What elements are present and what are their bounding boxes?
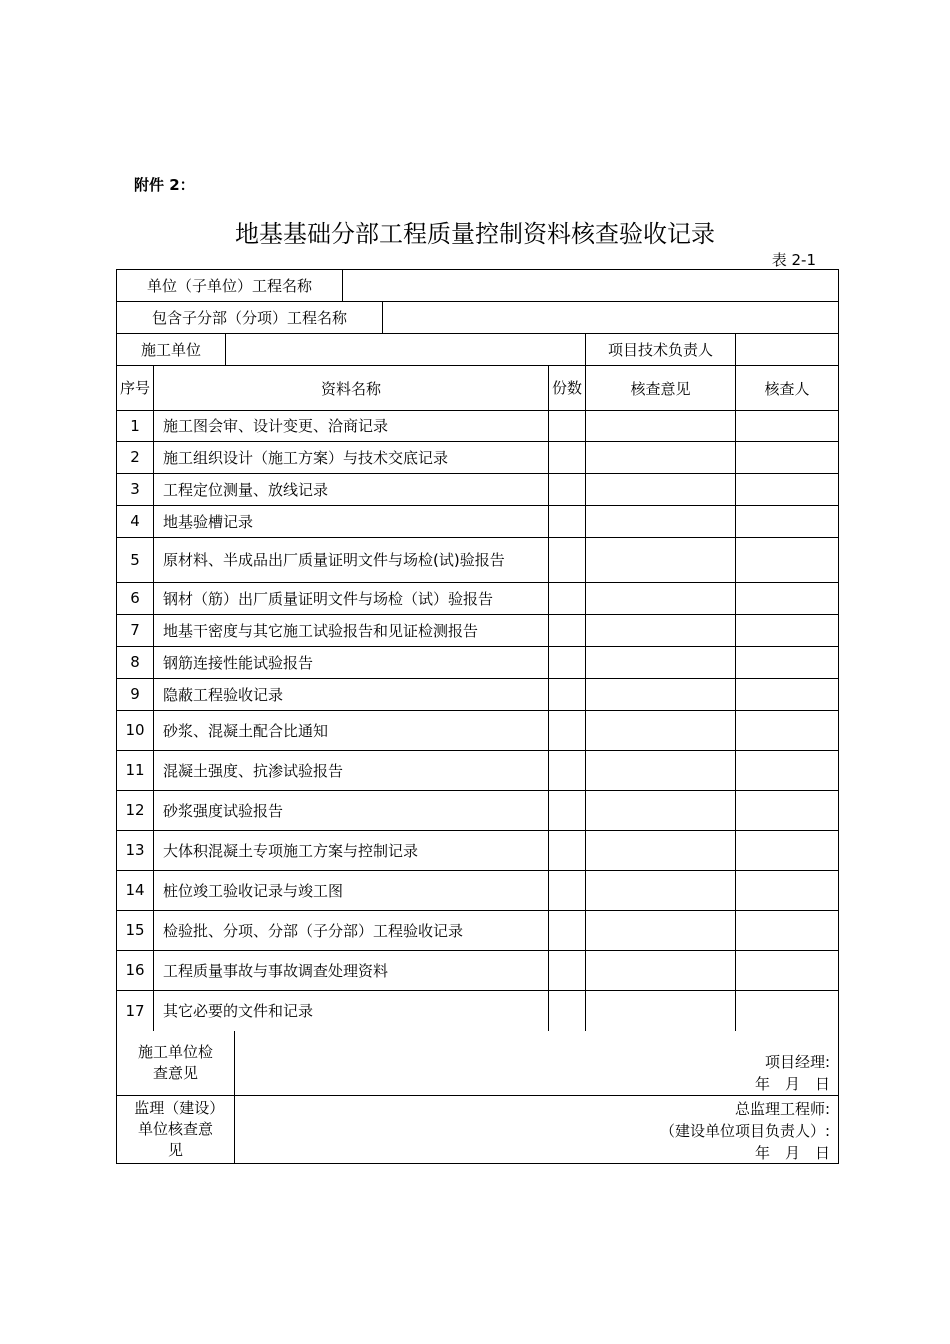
row-number: 9 <box>117 679 154 710</box>
row-number: 7 <box>117 615 154 646</box>
table-row <box>117 871 838 911</box>
table-row <box>117 791 838 831</box>
supervision-opinion-label: 监理（建设）单位核查意见 <box>117 1096 235 1163</box>
table-row <box>117 679 838 711</box>
row-document-name: 其它必要的文件和记录 <box>154 991 549 1031</box>
col-checker: 核查人 <box>764 379 810 398</box>
column-header-row <box>117 366 838 411</box>
row-document-name: 地基验槽记录 <box>154 506 549 537</box>
row-opinion[interactable] <box>586 679 736 710</box>
row-checker[interactable] <box>736 679 838 710</box>
row-document-name: 工程定位测量、放线记录 <box>154 474 549 505</box>
row-copies[interactable] <box>549 506 586 537</box>
pm-label: 项目经理: <box>764 1053 830 1071</box>
row-document-name: 原材料、半成品出厂质量证明文件与场检(试)验报告 <box>154 538 549 582</box>
table-row <box>117 751 838 791</box>
col-seq: 序号 <box>117 366 154 410</box>
row-document-name: 桩位竣工验收记录与竣工图 <box>154 871 549 910</box>
inspection-table <box>116 269 839 1164</box>
row-number: 11 <box>117 751 154 790</box>
row-checker[interactable] <box>736 711 838 750</box>
row-number: 13 <box>117 831 154 870</box>
row-document-name: 检验批、分项、分部（子分部）工程验收记录 <box>154 911 549 950</box>
row-copies[interactable] <box>549 991 586 1031</box>
row-document-name: 施工图会审、设计变更、洽商记录 <box>154 411 549 441</box>
row-opinion[interactable] <box>586 442 736 473</box>
row-checker[interactable] <box>736 751 838 790</box>
table-row <box>117 911 838 951</box>
row-document-name: 砂浆、混凝土配合比通知 <box>154 711 549 750</box>
row-checker[interactable] <box>736 442 838 473</box>
construction-label: 施工单位 <box>117 334 226 365</box>
row-checker[interactable] <box>736 538 838 582</box>
row-copies[interactable] <box>549 711 586 750</box>
row-opinion[interactable] <box>586 791 736 830</box>
row-copies[interactable] <box>549 538 586 582</box>
date-1: 年 月 日 <box>754 1075 830 1093</box>
row-number: 15 <box>117 911 154 950</box>
row-number: 1 <box>117 411 154 441</box>
row-checker[interactable] <box>736 791 838 830</box>
table-row <box>117 951 838 991</box>
row-checker[interactable] <box>736 951 838 990</box>
page-title: 地基基础分部工程质量控制资料核查验收记录 <box>235 220 715 248</box>
row-opinion[interactable] <box>586 711 736 750</box>
table-row <box>117 711 838 751</box>
row-copies[interactable] <box>549 951 586 990</box>
row-checker[interactable] <box>736 911 838 950</box>
row-copies[interactable] <box>549 583 586 614</box>
table-number: 表 2-1 <box>771 251 816 269</box>
row-opinion[interactable] <box>586 583 736 614</box>
row-document-name: 施工组织设计（施工方案）与技术交底记录 <box>154 442 549 473</box>
row-document-name: 隐蔽工程验收记录 <box>154 679 549 710</box>
row-number: 6 <box>117 583 154 614</box>
row-opinion[interactable] <box>586 538 736 582</box>
row-number: 14 <box>117 871 154 910</box>
row-opinion[interactable] <box>586 615 736 646</box>
row-number: 10 <box>117 711 154 750</box>
row-checker[interactable] <box>736 831 838 870</box>
row-copies[interactable] <box>549 442 586 473</box>
row-copies[interactable] <box>549 647 586 678</box>
row-checker[interactable] <box>736 474 838 505</box>
row-copies[interactable] <box>549 751 586 790</box>
row-copies[interactable] <box>549 911 586 950</box>
row-number: 17 <box>117 991 154 1031</box>
table-row <box>117 647 838 679</box>
owner-lead-label: （建设单位项目负责人）: <box>659 1122 830 1140</box>
row-document-name: 砂浆强度试验报告 <box>154 791 549 830</box>
row-document-name: 大体积混凝土专项施工方案与控制记录 <box>154 831 549 870</box>
row-document-name: 钢筋连接性能试验报告 <box>154 647 549 678</box>
row-opinion[interactable] <box>586 831 736 870</box>
row-copies[interactable] <box>549 474 586 505</box>
unit-value[interactable] <box>343 270 838 301</box>
row-checker[interactable] <box>736 615 838 646</box>
row-document-name: 工程质量事故与事故调查处理资料 <box>154 951 549 990</box>
row-opinion[interactable] <box>586 474 736 505</box>
row-copies[interactable] <box>549 831 586 870</box>
tech-lead-label: 项目技术负责人 <box>586 334 736 365</box>
unit-row <box>117 270 838 302</box>
table-row <box>117 831 838 871</box>
row-opinion[interactable] <box>586 751 736 790</box>
row-opinion[interactable] <box>586 411 736 441</box>
row-number: 12 <box>117 791 154 830</box>
table-row <box>117 615 838 647</box>
col-opinion: 核查意见 <box>586 366 736 410</box>
table-row <box>117 442 838 474</box>
row-opinion[interactable] <box>586 951 736 990</box>
row-document-name: 钢材（筋）出厂质量证明文件与场检（试）验报告 <box>154 583 549 614</box>
table-row <box>117 411 838 442</box>
row-opinion[interactable] <box>586 871 736 910</box>
row-copies[interactable] <box>549 791 586 830</box>
construction-row <box>117 334 838 366</box>
table-row <box>117 583 838 615</box>
row-copies[interactable] <box>549 615 586 646</box>
construction-opinion-area[interactable] <box>235 1031 838 1095</box>
sub-project-label: 包含子分部（分项）工程名称 <box>117 302 383 333</box>
table-row <box>117 506 838 538</box>
row-number: 8 <box>117 647 154 678</box>
row-number: 3 <box>117 474 154 505</box>
row-document-name: 混凝土强度、抗渗试验报告 <box>154 751 549 790</box>
row-opinion[interactable] <box>586 911 736 950</box>
supervision-opinion-area[interactable] <box>235 1096 838 1163</box>
row-opinion[interactable] <box>586 647 736 678</box>
row-number: 16 <box>117 951 154 990</box>
construction-value[interactable] <box>226 334 586 365</box>
attachment-label: 附件 2： <box>134 176 195 194</box>
col-copies: 份数 <box>549 366 586 410</box>
row-checker[interactable] <box>736 411 838 441</box>
row-checker[interactable] <box>736 871 838 910</box>
table-row <box>117 538 838 583</box>
row-copies[interactable] <box>549 679 586 710</box>
table-row <box>117 991 838 1031</box>
row-copies[interactable] <box>549 411 586 441</box>
row-copies[interactable] <box>549 871 586 910</box>
tech-lead-value[interactable] <box>736 334 838 365</box>
row-number: 2 <box>117 442 154 473</box>
construction-opinion-row <box>117 1031 838 1096</box>
col-name: 资料名称 <box>154 366 549 410</box>
row-checker[interactable] <box>736 583 838 614</box>
row-checker[interactable] <box>736 991 838 1031</box>
table-row <box>117 474 838 506</box>
chief-supervisor-label: 总监理工程师: <box>734 1100 830 1118</box>
sub-project-row <box>117 302 838 334</box>
row-checker[interactable] <box>736 647 838 678</box>
row-number: 5 <box>117 538 154 582</box>
row-document-name: 地基干密度与其它施工试验报告和见证检测报告 <box>154 615 549 646</box>
date-2: 年 月 日 <box>754 1144 830 1162</box>
sub-project-value[interactable] <box>383 302 838 333</box>
row-checker[interactable] <box>736 506 838 537</box>
row-opinion[interactable] <box>586 506 736 537</box>
supervision-opinion-row <box>117 1096 838 1163</box>
row-opinion[interactable] <box>586 991 736 1031</box>
unit-label: 单位（子单位）工程名称 <box>117 270 343 301</box>
row-number: 4 <box>117 506 154 537</box>
construction-opinion-label: 施工单位检查意见 <box>117 1031 235 1095</box>
